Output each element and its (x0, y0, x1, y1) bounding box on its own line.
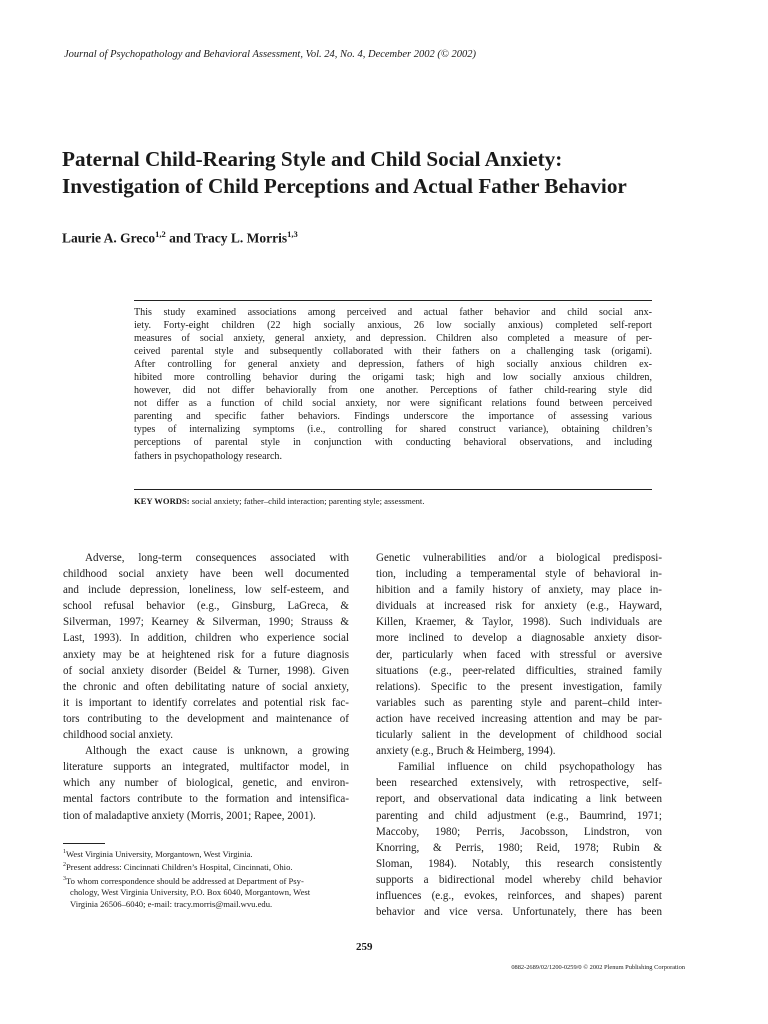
abstract-line: ceived parental style and subsequently collaborated with their fathers on a challenging task (origami). (134, 346, 652, 358)
body-text-line: and include depression, loneliness, low self-esteem, and (63, 584, 349, 597)
title-line-1: Paternal Child-Rearing Style and Child Social Anxiety: (62, 147, 563, 171)
footnotes (63, 847, 353, 911)
footnote-marker: 3 (63, 875, 66, 882)
body-column-right (376, 550, 662, 920)
abstract-line: This study examined associations among perceived and actual father behavior and child social anx- (134, 307, 652, 318)
abstract (134, 306, 652, 463)
body-text-line: literature supports an integrated, multifactor model, in (63, 761, 349, 774)
body-text-line: which any number of biological, genetic, and environ- (63, 777, 349, 790)
footnote-text: To whom correspondence should be addressed at Department of Psy- (66, 875, 304, 886)
body-text-line: Killen, Kraemer, & Taylor, 1998). Such individuals are (376, 616, 662, 629)
footnote (63, 860, 353, 873)
body-text-line: Knorring, & Perris, 1980; Reid, 1978; Rubin & (376, 841, 662, 854)
author-1: Laurie A. Greco (62, 230, 156, 246)
body-text-line: supports a bidirectional model whereby child behavior (376, 873, 662, 886)
title-line-2: Investigation of Child Perceptions and Actual Father Behavior (62, 174, 627, 198)
keywords-text: social anxiety; father–child interaction; parenting style; assessment. (189, 496, 425, 506)
body-text-line: mental factors contribute to the formation and intensifica- (63, 793, 349, 806)
author-list (62, 229, 298, 247)
keywords-label: KEY WORDS: (134, 496, 190, 506)
body-text-line: anxiety (e.g., Bruch & Heimberg, 1994). (376, 745, 556, 758)
abstract-bottom-rule (134, 489, 652, 490)
body-text-line: Adverse, long-term consequences associated with (85, 552, 349, 564)
body-text-line: of social anxiety disorder (Beidel & Turner, 1998). Given (63, 664, 349, 677)
body-text-line: anxiety may be at heightened risk for a future diagnosis (63, 648, 349, 661)
footnote-text: chology, West Virginia University, P.O. Box 6040, Morgantown, West (70, 887, 311, 898)
body-text-line: Familial influence on child psychopathology has (398, 761, 662, 774)
abstract-line: measures of social anxiety, general anxiety, and depression. Children also completed a measure of per- (134, 333, 652, 345)
footnote-marker: 2 (63, 862, 66, 869)
journal-citation: Journal of Psychopathology and Behavioral Assessment, Vol. 24, No. 4, December 2002 (© 2002) (64, 49, 476, 60)
body-text-line: situations (e.g., peer-related difficulties, strained family (376, 664, 662, 677)
abstract-line: perceptions of parental style in conjunction with conducting behavioral observations, and including (134, 437, 652, 449)
body-text-line: tion, including a temperamental style of behavioral in- (376, 568, 662, 581)
abstract-line: fathers in psychopathology research. (134, 450, 282, 462)
body-text-line: ticularly salient in the development of childhood social (376, 729, 662, 742)
body-text-line: Although the exact cause is unknown, a growing (85, 745, 349, 758)
keywords (134, 496, 652, 506)
footnote (63, 874, 353, 887)
body-text-line: Maccoby, 1980; Perris, Jacobsson, Lindstron, von (376, 825, 662, 838)
abstract-line: hibited more controlling behavior during the origami task; high and low socially anxious children, (134, 372, 652, 384)
abstract-top-rule (134, 300, 652, 301)
body-text-line: more inclined to develop a diagnosable anxiety disor- (376, 632, 662, 645)
page-number: 259 (356, 941, 373, 953)
abstract-line: not differ as a function of child social anxiety, nor were significant relations found between perceived (134, 398, 652, 410)
author-2: Tracy L. Morris (194, 230, 288, 246)
body-text-line: influences (e.g., evokes, reinforces, and shapes) parent (376, 889, 662, 902)
body-text-line: Last, 1993). In addition, children who experience social (63, 632, 349, 645)
abstract-line: however, did not differ behaviorally from one another. Perceptions of father child-rearing style did (134, 385, 652, 397)
author-connector: and (165, 230, 195, 246)
footnote (63, 887, 353, 899)
footnote-marker: 1 (63, 849, 66, 855)
body-text-line: action have received increasing attention and may be par- (376, 712, 662, 725)
body-text-line: relations). Specific to the present investigation, family (376, 680, 662, 693)
body-text-line: it is important to identify correlates and potential risk fac- (63, 696, 349, 709)
publisher-line: 0882-2689/02/1200-0259/0 © 2002 Plenum Publishing Corporation (511, 964, 685, 971)
body-text-line: tion of maladaptive anxiety (Morris, 2001; Rapee, 2001). (63, 809, 316, 822)
body-text-line: Genetic vulnerabilities and/or a biological predisposi- (376, 552, 662, 564)
abstract-line: parenting and specific father behaviors. Findings underscore the importance of assessing various (134, 411, 652, 423)
body-text-line: Sloman, 1984). Notably, this research consistently (376, 857, 662, 870)
abstract-line: After controlling for general anxiety and depression, fathers of high socially anxious children ex- (134, 359, 652, 371)
body-text-line: der, particularly when faced with stressful or aversive (376, 648, 662, 661)
body-text-line: parenting and child adjustment (e.g., Baumrind, 1971; (376, 809, 662, 822)
body-text-line: variables such as parenting style and parent–child inter- (376, 696, 662, 709)
body-text-line: report, and observational data indicating a link between (376, 793, 662, 806)
paper-title (62, 146, 712, 200)
footnote (63, 847, 353, 860)
body-text-line: childhood social anxiety. (63, 729, 174, 742)
author-1-affiliation: 1,2 (155, 229, 166, 239)
footnote (63, 899, 353, 911)
body-text-line: school refusal behavior (e.g., Ginsburg, LaGreca, & (63, 600, 349, 613)
body-column-left (63, 550, 349, 824)
footnote-text: Present address: Cincinnati Children’s Hospital, Cincinnati, Ohio. (66, 862, 293, 873)
abstract-line: types of internalizing symptoms (i.e., controlling for shared construct variance), obtaining children’s (134, 424, 652, 436)
body-text-line: behavior and vice versa. Unfortunately, there has been (376, 906, 662, 919)
body-text-line: been researched extensively, with retrospective, self- (376, 777, 662, 790)
abstract-line: iety. Forty-eight children (22 high socially anxious, 26 low socially anxious) completed self-report (134, 320, 652, 332)
body-text-line: tors contributing to the development and maintenance of (63, 712, 349, 725)
body-text-line: dividuals at increased risk for anxiety (e.g., Hayward, (376, 600, 662, 613)
body-text-line: hibition and a family history of anxiety, may place in- (376, 584, 662, 597)
body-text-line: Silverman, 1997; Kearney & Silverman, 1990; Strauss & (63, 616, 349, 629)
author-2-affiliation: 1,3 (287, 229, 298, 239)
footnote-text: West Virginia University, Morgantown, West Virginia. (66, 848, 253, 859)
body-text-line: the chronic and often debilitating nature of social anxiety, (63, 680, 349, 693)
footnote-text: Virginia 26506–6040; e-mail: tracy.morris@mail.wvu.edu. (70, 898, 273, 909)
footnote-rule (63, 843, 105, 844)
body-text-line: childhood social anxiety have been well documented (63, 568, 349, 581)
